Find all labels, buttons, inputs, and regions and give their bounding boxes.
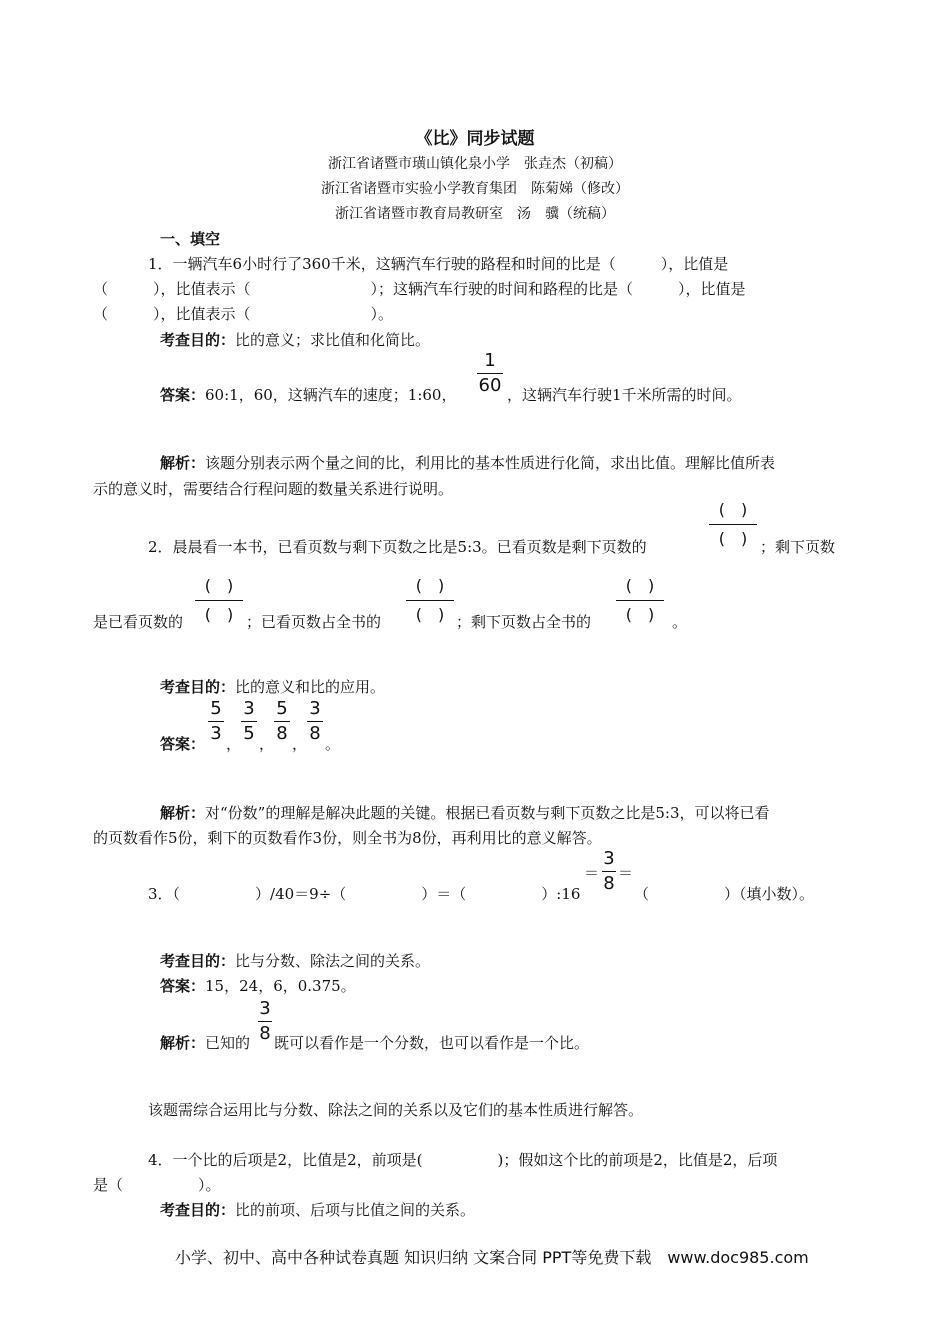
purpose-label: 考查目的： — [160, 1201, 236, 1219]
purpose-text: 比的意义；求比值和化简比。 — [235, 331, 431, 349]
blank-denominator: ( ) — [718, 529, 748, 548]
fraction-denominator: 8 — [309, 723, 321, 744]
q2-blank-1 — [709, 498, 757, 551]
q3-analysis — [160, 1032, 250, 1053]
q2-answer-fraction-1 — [208, 698, 224, 745]
purpose-label: 考查目的： — [160, 331, 236, 349]
q2-line-1b: ；剩下页数 — [760, 538, 836, 556]
q2-answer-fraction-3 — [274, 698, 290, 745]
analysis-label: 解析： — [160, 804, 206, 822]
blank-denominator: ( ) — [625, 605, 655, 624]
q2-answer-label: 答案： — [160, 735, 206, 753]
q1-answer — [160, 384, 456, 405]
purpose-text: 比与分数、除法之间的关系。 — [235, 952, 431, 970]
fraction-numerator: 3 — [309, 698, 321, 719]
q2-answer-fraction-4 — [307, 698, 323, 745]
fraction-numerator: 3 — [603, 848, 615, 869]
analysis-text: 对“份数”的理解是解决此题的关键。根据已看页数与剩下页数之比是5:3，可以将已看 — [205, 804, 770, 822]
purpose-label: 考查目的： — [160, 952, 236, 970]
q4-line-1: 4．一个比的后项是2，比值是2，前项是( )；假如这个比的前项是2，比值是2，后项 — [148, 1151, 778, 1169]
q3-analysis-fraction — [258, 998, 272, 1045]
fraction-denominator: 8 — [276, 723, 288, 744]
section-heading: 一、填空 — [160, 230, 221, 248]
blank-numerator: ( ) — [718, 500, 748, 519]
q3-analysis-tail: 既可以看作是一个分数，也可以看作是一个比。 — [274, 1034, 590, 1052]
fraction-denominator: 5 — [243, 723, 255, 744]
q2-line-2d: 。 — [672, 613, 688, 631]
fraction-denominator: 60 — [478, 375, 502, 396]
q2-purpose — [160, 676, 385, 697]
fraction-numerator: 1 — [484, 350, 496, 371]
comma: ， — [259, 735, 275, 753]
q3-answer — [160, 975, 356, 996]
comma: ， — [226, 735, 242, 753]
q2-answer-fraction-2 — [241, 698, 257, 745]
q1-answer-fraction — [477, 350, 503, 397]
q3-purpose — [160, 950, 430, 971]
q1-analysis — [160, 452, 775, 473]
fraction-numerator: 3 — [243, 698, 255, 719]
q4-purpose — [160, 1199, 475, 1220]
q1-line-1: 1．一辆汽车6小时行了360千米，这辆汽车行驶的路程和时间的比是（ ），比值是 — [148, 255, 729, 273]
fraction-denominator: 8 — [603, 873, 615, 894]
footer-link[interactable]: 小学、初中、高中各种试卷真题 知识归纳 文案合同 PPT等免费下载 www.doc985.com — [175, 1248, 809, 1267]
author-line-1: 浙江省诸暨市璜山镇化泉小学 张垚杰（初稿） — [328, 156, 622, 172]
period: 。 — [325, 735, 341, 753]
fraction-numerator: 3 — [259, 998, 271, 1019]
author-line-2: 浙江省诸暨市实验小学教育集团 陈菊娣（修改） — [321, 181, 629, 197]
comma: ， — [292, 735, 308, 753]
q1-analysis-2: 示的意义时，需要结合行程问题的数量关系进行说明。 — [93, 480, 454, 498]
q3-equals-right: ＝ — [618, 864, 634, 882]
fraction-numerator: 5 — [210, 698, 222, 719]
q4-line-2: 是（ ）。 — [93, 1176, 221, 1194]
q2-blank-4 — [616, 574, 664, 627]
blank-numerator: ( ) — [415, 576, 445, 595]
fraction-numerator: 5 — [276, 698, 288, 719]
q3-analysis-2: 该题需综合运用比与分数、除法之间的关系以及它们的基本性质进行解答。 — [148, 1101, 644, 1119]
q1-purpose — [160, 329, 430, 350]
q1-line-2: （ ），比值表示（ ）；这辆汽车行驶的时间和路程的比是（ ），比值是 — [93, 280, 746, 298]
blank-denominator: ( ) — [415, 605, 445, 624]
q3-equals-left: ＝ — [584, 864, 600, 882]
q2-blank-3 — [406, 574, 454, 627]
blank-numerator: ( ) — [625, 576, 655, 595]
blank-numerator: ( ) — [204, 576, 234, 595]
purpose-label: 考查目的： — [160, 678, 236, 696]
q2-analysis-2: 的页数看作5份，剩下的页数看作3份，则全书为8份，再利用比的意义解答。 — [93, 829, 602, 847]
analysis-text: 该题分别表示两个量之间的比，利用比的基本性质进行化简，求出比值。理解比值所表 — [205, 454, 776, 472]
q2-blank-2 — [195, 574, 243, 627]
q3-fraction — [602, 848, 616, 895]
q1-answer-tail: ，这辆汽车行驶1千米所需的时间。 — [507, 386, 742, 404]
fraction-denominator: 3 — [210, 723, 222, 744]
q2-analysis — [160, 802, 770, 823]
author-line-3: 浙江省诸暨市教育局教研室 汤 骥（统稿） — [335, 206, 615, 222]
answer-label: 答案： — [160, 386, 206, 404]
answer-text: 60:1，60，这辆汽车的速度；1:60， — [205, 386, 457, 404]
analysis-text: 已知的 — [205, 1034, 251, 1052]
q2-line-1a: 2．晨晨看一本书，已看页数与剩下页数之比是5:3。已看页数是剩下页数的 — [148, 538, 647, 556]
answer-label: 答案： — [160, 977, 206, 995]
answer-text: 15，24，6，0.375。 — [205, 977, 356, 995]
q3-line-a: 3．（ ）/40＝9÷（ ）＝（ ）:16 — [148, 885, 581, 903]
purpose-text: 比的意义和比的应用。 — [235, 678, 386, 696]
purpose-text: 比的前项、后项与比值之间的关系。 — [235, 1201, 476, 1219]
q3-line-b: （ ）（填小数）。 — [634, 885, 815, 903]
analysis-label: 解析： — [160, 1034, 206, 1052]
q2-line-2b: ；已看页数占全书的 — [246, 613, 382, 631]
page-title: 《比》同步试题 — [415, 129, 535, 149]
q2-line-2c: ；剩下页数占全书的 — [456, 613, 592, 631]
q2-line-2a: 是已看页数的 — [93, 613, 184, 631]
analysis-label: 解析： — [160, 454, 206, 472]
q1-line-3: （ ），比值表示（ ）。 — [93, 305, 394, 323]
blank-denominator: ( ) — [204, 605, 234, 624]
fraction-denominator: 8 — [259, 1023, 271, 1044]
